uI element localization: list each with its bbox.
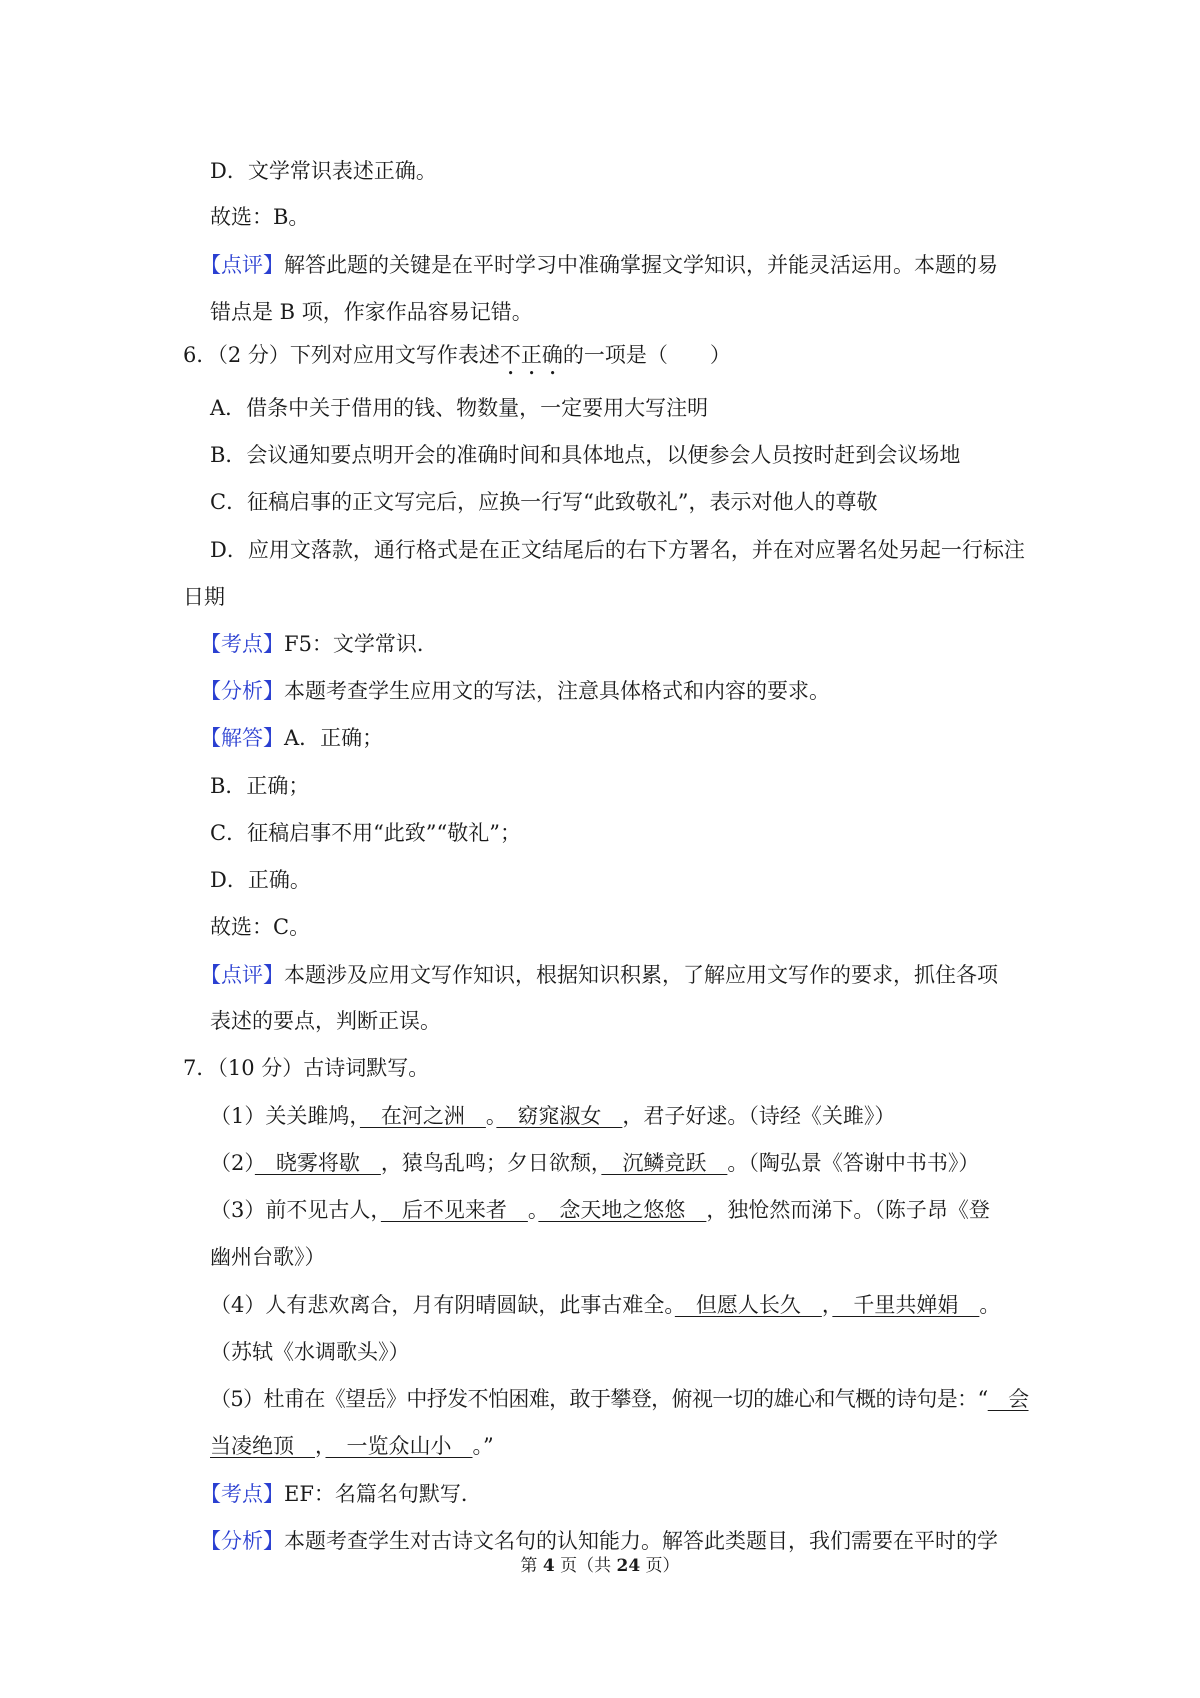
total-page-count: 24 xyxy=(616,1556,641,1576)
q6-solution-a: 【解答】A．正确； xyxy=(200,726,384,750)
q6-answer-choice: 故选：C。 xyxy=(210,915,311,939)
q5-review-line-1: 【点评】解答此题的关键是在平时学习中准确掌握文学知识，并能灵活运用。本题的易 xyxy=(200,253,998,277)
q6-option-d-line-1: D．应用文落款，通行格式是在正文结尾后的右下方署名，并在对应署名处另起一行标注 xyxy=(210,538,1025,562)
q7-knowledge-point: 【考点】EF：名篇名句默写． xyxy=(200,1482,482,1506)
q6-stem: 6．（2 分）下列对应用文写作表述不正确的一项是（ ） xyxy=(183,343,731,367)
q5-option-d-explanation: D．文学常识表述正确。 xyxy=(210,159,437,183)
review-tag: 【点评】 xyxy=(200,253,284,277)
q5-review-line-2: 错点是 B 项，作家作品容易记错。 xyxy=(210,300,533,324)
q7-line-2: （2） 晓雾将歇 ，猿鸟乱鸣；夕日欲颓， 沉鳞竞跃 。（陶弘景《答谢中书书》） xyxy=(210,1151,980,1175)
q6-option-d-line-2: 日期 xyxy=(183,585,225,609)
answer-blank: 会 xyxy=(987,1387,1029,1411)
current-page-number: 4 xyxy=(542,1556,555,1576)
q7-line-3-cont: 幽州台歌》） xyxy=(210,1245,326,1269)
q6-option-c: C．征稿启事的正文写完后，应换一行写“此致敬礼”，表示对他人的尊敬 xyxy=(210,490,878,514)
emphasis-text: 不正确 xyxy=(499,343,563,367)
q6-solution-b: B．正确； xyxy=(210,774,310,798)
q6-option-b: B．会议通知要点明开会的准确时间和具体地点，以便参会人员按时赶到会议场地 xyxy=(210,443,961,467)
page-footer: 第 4 页（共 24 页） xyxy=(520,1556,680,1576)
q7-line-4: （4）人有悲欢离合，月有阴晴圆缺，此事古难全。 但愿人长久 ， 千里共婵娟 。 xyxy=(210,1293,1001,1317)
q6-review-line-2: 表述的要点，判断正误。 xyxy=(210,1009,441,1033)
answer-blank: 在河之洲 xyxy=(359,1104,486,1128)
answer-blank: 窈窕淑女 xyxy=(496,1104,623,1128)
answer-blank: 晓雾将歇 xyxy=(254,1151,381,1175)
q6-knowledge-point: 【考点】F5：文学常识． xyxy=(200,632,438,656)
answer-blank: 一览众山小 xyxy=(325,1434,473,1458)
answer-blank: 沉鳞竞跃 xyxy=(601,1151,728,1175)
answer-blank: 但愿人长久 xyxy=(674,1293,822,1317)
q6-analysis: 【分析】本题考查学生应用文的写法，注意具体格式和内容的要求。 xyxy=(200,679,830,703)
q7-line-5-cont: 当凌绝顶 ， 一览众山小 。” xyxy=(210,1434,494,1458)
q6-option-a: A．借条中关于借用的钱、物数量，一定要用大写注明 xyxy=(210,396,709,420)
q6-solution-d: D．正确。 xyxy=(210,868,311,892)
q7-line-1: （1）关关雎鸠， 在河之洲 。 窈窕淑女 ，君子好逑。（诗经《关雎》） xyxy=(210,1104,896,1128)
q7-analysis: 【分析】本题考查学生对古诗文名句的认知能力。解答此类题目，我们需要在平时的学 xyxy=(200,1529,998,1553)
q6-review-line-1: 【点评】本题涉及应用文写作知识，根据知识积累，了解应用文写作的要求，抓住各项 xyxy=(200,963,998,987)
q7-line-4-cont: （苏轼《水调歌头》） xyxy=(210,1340,410,1364)
answer-blank: 千里共婵娟 xyxy=(832,1293,980,1317)
answer-blank: 念天地之悠悠 xyxy=(538,1198,707,1222)
q5-answer-choice: 故选：B。 xyxy=(210,205,310,229)
q7-line-3: （3）前不见古人， 后不见来者 。 念天地之悠悠 ，独怆然而涕下。（陈子昂《登 xyxy=(210,1198,990,1222)
q7-line-5: （5）杜甫在《望岳》中抒发不怕困难，敢于攀登，俯视一切的雄心和气概的诗句是：“ 会 xyxy=(210,1387,1029,1411)
answer-blank: 当凌绝顶 xyxy=(210,1434,315,1458)
q7-stem: 7．（10 分）古诗词默写。 xyxy=(183,1056,430,1080)
answer-blank: 后不见来者 xyxy=(380,1198,528,1222)
q6-solution-c: C．征稿启事不用“此致”“敬礼”； xyxy=(210,821,522,845)
